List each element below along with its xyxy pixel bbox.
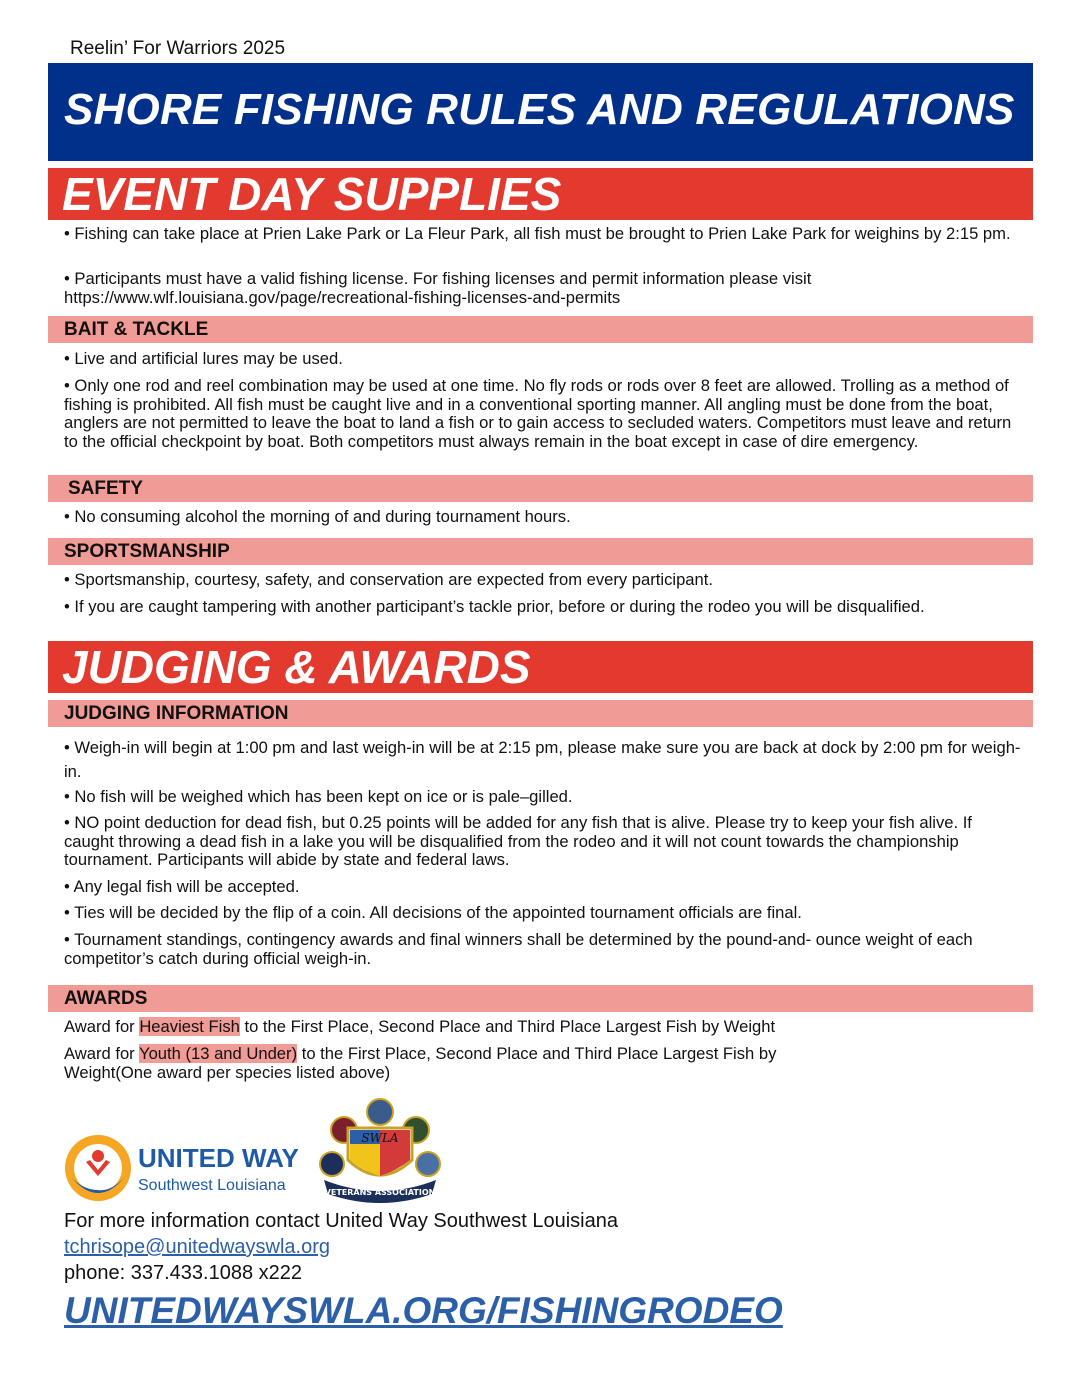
safety-bullet: • No consuming alcohol the morning of and during tournament hours. xyxy=(64,507,571,526)
judging-bullet: • Any legal fish will be accepted. xyxy=(64,877,300,896)
united-way-logo xyxy=(64,1132,304,1204)
sportsmanship-subhead xyxy=(48,538,1033,565)
judging-info-heading: JUDGING INFORMATION xyxy=(64,703,289,724)
judging-info-subhead xyxy=(48,700,1033,727)
bait-tackle-bullet: • Only one rod and reel combination may be used at one time. No fly rods or rods over 8 feet are allowed. Trolling as a method of fishing is prohibited. All fish must be caught live and in a conventional sporting manner. All angling must be done from the boat, anglers are not permitted to leave the boat to land a fish or to gain access to secluded waters. Competitors must leave and return to the official checkpoint by boat. Both competitors must always remain in the boat except in case of dire emergency. xyxy=(64,376,1012,451)
svg-text:VETERANS ASSOCIATION: VETERANS ASSOCIATION xyxy=(324,1188,436,1197)
awards-heading: AWARDS xyxy=(64,988,148,1009)
page-title: SHORE FISHING RULES AND REGULATIONS xyxy=(64,85,1015,134)
judging-bullet: • Ties will be decided by the flip of a coin. All decisions of the appointed tournament officials are final. xyxy=(64,903,802,922)
judging-bullet: • Weigh-in will begin at 1:00 pm and last weigh-in will be at 2:15 pm, please make sure you are back at dock by 2:00 pm for weigh-in. xyxy=(64,738,1021,781)
contact-phone: phone: 337.433.1088 x222 xyxy=(64,1262,302,1284)
safety-subhead xyxy=(48,475,1033,502)
judging-bullet: • No fish will be weighed which has been kept on ice or is pale–gilled. xyxy=(64,787,573,806)
judging-bullet: • NO point deduction for dead fish, but 0.25 points will be added for any fish that is alive. Please try to keep your fish alive. If caught throwing a dead fish in a lake you will be disqualified from the rodeo and it will not count towards the championship tournament. Participants will abide by state and federal laws. xyxy=(64,813,972,869)
sportsmanship-bullet: • If you are caught tampering with another participant’s tackle prior, before or during the rodeo you will be disqualified. xyxy=(64,597,925,616)
judging-banner xyxy=(48,641,1033,693)
event-day-heading: EVENT DAY SUPPLIES xyxy=(62,168,562,220)
event-day-bullet: • Participants must have a valid fishing license. For fishing licenses and permit information please visit https://www.wlf.louisiana.gov/page/recreational-fishing-licenses-and-permits xyxy=(64,269,812,307)
event-day-bullet: • Fishing can take place at Prien Lake Park or La Fleur Park, all fish must be brought to Prien Lake Park for weighins by 2:15 pm. xyxy=(64,224,1011,243)
sportsmanship-bullet: • Sportsmanship, courtesy, safety, and conservation are expected from every participant. xyxy=(64,570,713,589)
bait-tackle-bullet: • Live and artificial lures may be used. xyxy=(64,349,343,368)
contact-email-link[interactable]: tchrisope@unitedwayswla.org xyxy=(64,1236,330,1258)
document-header-label: Reelin’ For Warriors 2025 xyxy=(70,38,286,59)
award-youth: Award for Youth (13 and Under) to the First Place, Second Place and Third Place Largest Fish by Weight(One award per species listed above) xyxy=(64,1044,777,1082)
sportsmanship-heading: SPORTSMANSHIP xyxy=(64,541,230,562)
svg-text:Southwest Louisiana: Southwest Louisiana xyxy=(138,1177,286,1194)
award-category-highlight: Youth (13 and Under) xyxy=(139,1044,298,1063)
svg-text:UNITED WAY: UNITED WAY xyxy=(138,1143,299,1173)
safety-heading: SAFETY xyxy=(68,478,143,499)
contact-intro: For more information contact United Way Southwest Louisiana xyxy=(64,1210,618,1232)
judging-heading: JUDGING & AWARDS xyxy=(62,641,531,693)
award-heaviest-fish: Award for Heaviest Fish to the First Place, Second Place and Third Place Largest Fish by Weight xyxy=(64,1017,776,1036)
svg-text:SWLA: SWLA xyxy=(361,1131,399,1145)
awards-subhead xyxy=(48,985,1033,1012)
veterans-association-logo xyxy=(318,1098,442,1206)
judging-bullet: • Tournament standings, contingency awards and final winners shall be determined by the pound-and- ounce weight of each competitor’s catch during official weigh-in. xyxy=(64,930,973,968)
website-link[interactable]: UNITEDWAYSWLA.ORG/FISHINGRODEO xyxy=(64,1290,783,1331)
award-category-highlight: Heaviest Fish xyxy=(139,1017,240,1036)
bait-tackle-subhead xyxy=(48,316,1033,343)
event-day-banner xyxy=(48,168,1033,220)
bait-tackle-heading: BAIT & TACKLE xyxy=(64,319,209,340)
title-banner xyxy=(48,63,1033,161)
